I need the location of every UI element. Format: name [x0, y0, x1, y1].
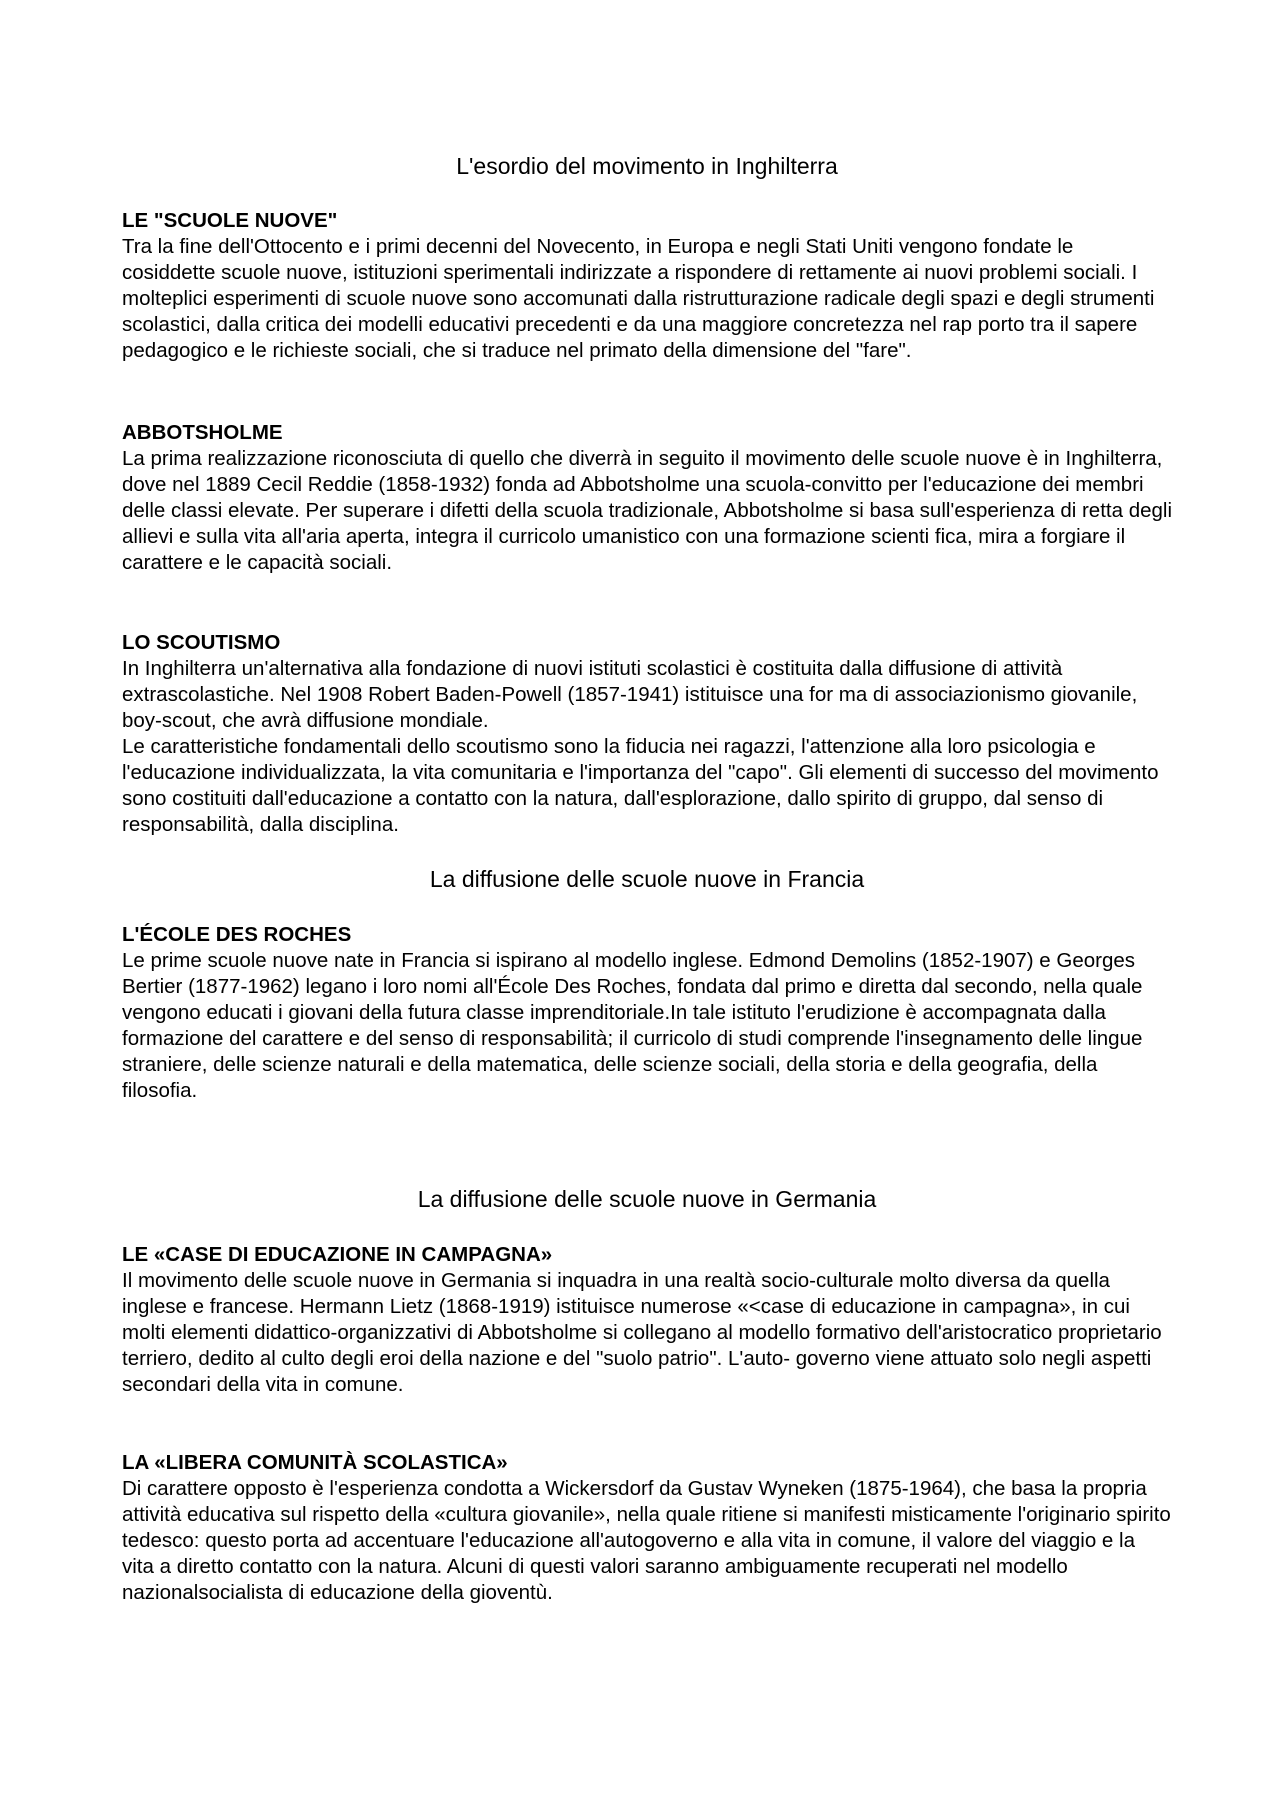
- block-libera-comunita: [122, 1450, 1172, 1606]
- block-abbotsholme: [122, 420, 1172, 576]
- heading-libera-comunita: LA «LIBERA COMUNITÀ SCOLASTICA»: [122, 1451, 508, 1474]
- block-scuole-nuove: [122, 208, 1172, 364]
- paragraph-abbotsholme: La prima realizzazione riconosciuta di quello che diverrà in seguito il movimento delle scuole nuove è in Inghilterra, dove nel 1889 Cecil Reddie (1858-1932) fonda ad Abbotsholme una scuola-convitto per l'educazione dei membri delle classi elevate. Per superare i difetti della scuola tradizionale, Abbotsholme si basa sull'esperienza di retta degli allievi e sulla vita all'aria aperta, integra il curricolo umanistico con una formazione scienti fica, mira a forgiare il carattere e le capacità sociali.: [122, 447, 1173, 574]
- section-title-francia: La diffusione delle scuole nuove in Francia: [429, 866, 865, 892]
- heading-scoutismo: LO SCOUTISMO: [122, 631, 281, 654]
- block-scoutismo: [122, 630, 1172, 838]
- heading-ecole-des-roches: L'ÉCOLE DES ROCHES: [122, 923, 352, 946]
- heading-scuole-nuove: LE "SCUOLE NUOVE": [122, 209, 338, 232]
- block-ecole-des-roches: [122, 922, 1172, 1104]
- paragraph-libera-comunita: Di carattere opposto è l'esperienza condotta a Wickersdorf da Gustav Wyneken (1875-1964), che basa la propria attività educativa sul rispetto della «cultura giovanile», nella quale ritiene si manifesti misticamente l'originario spirito tedesco: questo porta ad accentuare l'educazione all'autogoverno e alla vita in comune, il valore del viaggio e la vita a diretto contatto con la natura. Alcuni di questi valori saranno ambiguamente recuperati nel modello nazionalsocialista di educazione della gioventù.: [122, 1477, 1171, 1604]
- section-title-germania: La diffusione delle scuole nuove in Germania: [417, 1186, 877, 1212]
- section-title-inghilterra: L'esordio del movimento in Inghilterra: [456, 153, 838, 179]
- paragraph-case-educazione: Il movimento delle scuole nuove in Germania si inquadra in una realtà socio-culturale molto diversa da quella inglese e francese. Hermann Lietz (1868-1919) istituisce numerose «<case di educazione in campagna», in cui molti elementi didattico-organizzativi di Abbotsholme si collegano al modello formativo dell'aristocratico proprietario terriero, dedito al culto degli eroi della nazione e del "suolo patrio". L'auto- governo viene attuato solo negli aspetti secondari della vita in comune.: [122, 1269, 1162, 1396]
- paragraph-scuole-nuove: Tra la fine dell'Ottocento e i primi decenni del Novecento, in Europa e negli Stati Uniti vengono fondate le cosiddette scuole nuove, istituzioni sperimentali indirizzate a rispondere di rettamente ai nuovi problemi sociali. I molteplici esperimenti di scuole nuove sono accomunati dalla ristrutturazione radicale degli spazi e degli strumenti scolastici, dalla critica dei modelli educativi precedenti e da una maggiore concretezza nel rap porto tra il sapere pedagogico e le richieste sociali, che si traduce nel primato della dimensione del "fare".: [122, 235, 1155, 362]
- block-case-educazione: [122, 1242, 1172, 1398]
- heading-case-educazione: LE «CASE DI EDUCAZIONE IN CAMPAGNA»: [122, 1243, 553, 1266]
- paragraph-scoutismo-2: Le caratteristiche fondamentali dello scoutismo sono la fiducia nei ragazzi, l'attenzione alla loro psicologia e l'educazione individualizzata, la vita comunitaria e l'importanza del "capo". Gli elementi di successo del movimento sono costituiti dall'educazione a contatto con la natura, dall'esplorazione, dallo spirito di gruppo, dal senso di responsabilità, dalla disciplina.: [122, 735, 1159, 836]
- paragraph-scoutismo-1: In Inghilterra un'alternativa alla fondazione di nuovi istituti scolastici è costituita dalla diffusione di attività extrascolastiche. Nel 1908 Robert Baden-Powell (1857-1941) istituisce una for ma di associazionismo giovanile, boy-scout, che avrà diffusione mondiale.: [122, 657, 1138, 732]
- paragraph-ecole-des-roches: Le prime scuole nuove nate in Francia si ispirano al modello inglese. Edmond Demolins (1852-1907) e Georges Bertier (1877-1962) legano i loro nomi all'École Des Roches, fondata dal primo e diretta dal secondo, nella quale vengono educati i giovani della futura classe imprenditoriale.In tale istituto l'erudizione è accompagnata dalla formazione del carattere e del senso di responsabilità; il curricolo di studi comprende l'insegnamento delle lingue straniere, delle scienze naturali e della matematica, delle scienze sociali, della storia e della geografia, della filosofia.: [122, 949, 1143, 1102]
- heading-abbotsholme: ABBOTSHOLME: [122, 421, 283, 444]
